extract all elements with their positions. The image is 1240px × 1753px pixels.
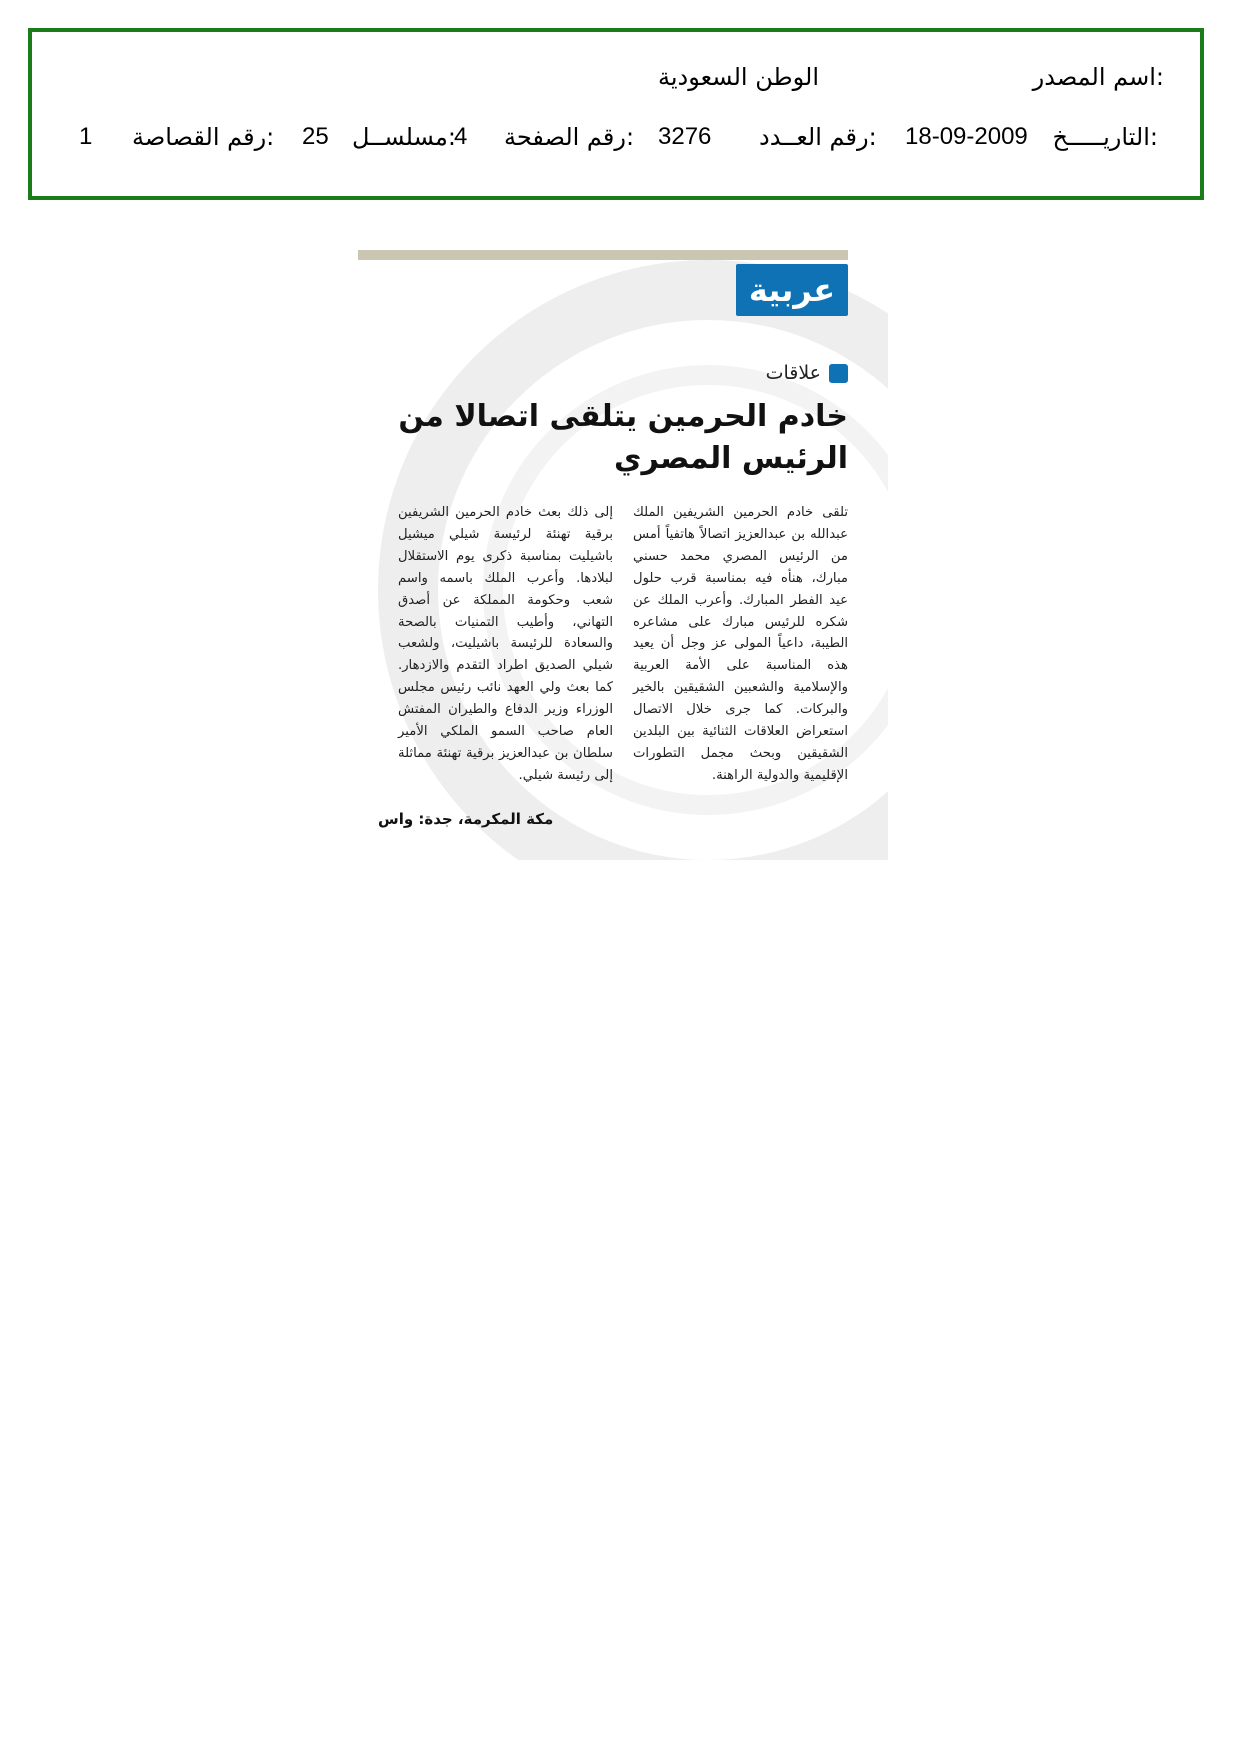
serial-value: 25 (302, 123, 329, 150)
issue-value: 3276 (658, 123, 712, 150)
headline: خادم الحرمين يتلقى اتصالا من الرئيس المصري (398, 399, 848, 476)
top-rule (358, 250, 848, 260)
source-label: اسم المصدر: (1032, 63, 1164, 91)
article-column-right: تلقى خادم الحرمين الشريفين الملك عبدالله بن عبدالعزيز اتصالاً هاتفياً أمس من الرئيس المصري محمد حسني مبارك، هنأه فيه بمناسبة قرب حلول عيد الفطر المبارك. وأعرب الملك عن شكره للرئيس مبارك على مشاعره الطيبة، داعياً المولى عز وجل أن يعيد هذه المناسبة على الأمة العربية والإسلامية والشعبين الشقيقين بالخير والبركات. كما جرى خلال الاتصال استعراض العلاقات الثنائية بين البلدين الشقيقين وبحث مجمل التطورات الإقليمية والدولية الراهنة. (633, 505, 848, 783)
source-value: الوطن السعودية (658, 63, 819, 91)
section-badge: عربية (736, 264, 848, 316)
issue-label: رقم العــدد: (759, 123, 877, 151)
news-clipping (358, 250, 888, 860)
page-value: 4 (454, 123, 468, 150)
category-tag (766, 362, 848, 384)
clip-label: رقم القصاصة: (132, 123, 275, 151)
date-value: 18-09-2009 (905, 123, 1028, 150)
article-column-left: إلى ذلك بعث خادم الحرمين الشريفين برقية تهنئة لرئيسة شيلي ميشيل باشيليت بمناسبة ذكرى يوم الاستقلال لبلادها. وأعرب الملك باسمه واسم شعب وحكومة المملكة عن أصدق التهاني، وأطيب التمنيات بالصحة والسعادة للرئيسة باشيليت، ولشعب شيلي الصديق اطراد التقدم والازدهار. كما بعث ولي العهد نائب رئيس مجلس الوزراء وزير الدفاع والطيران المفتش العام صاحب السمو الملكي الأمير سلطان بن عبدالعزيز برقية تهنئة مماثلة إلى رئيسة شيلي. (398, 505, 613, 783)
clip-value: 1 (79, 123, 93, 150)
serial-label: مسلســل: (352, 123, 456, 151)
date-label: التاريـــــخ: (1052, 123, 1158, 151)
category-label: علاقات (765, 362, 821, 384)
source-info-box (28, 28, 1204, 200)
page-label: رقم الصفحة: (504, 123, 635, 151)
category-square-icon (829, 364, 848, 383)
dateline: مكة المكرمة، جدة: واس (378, 810, 554, 828)
